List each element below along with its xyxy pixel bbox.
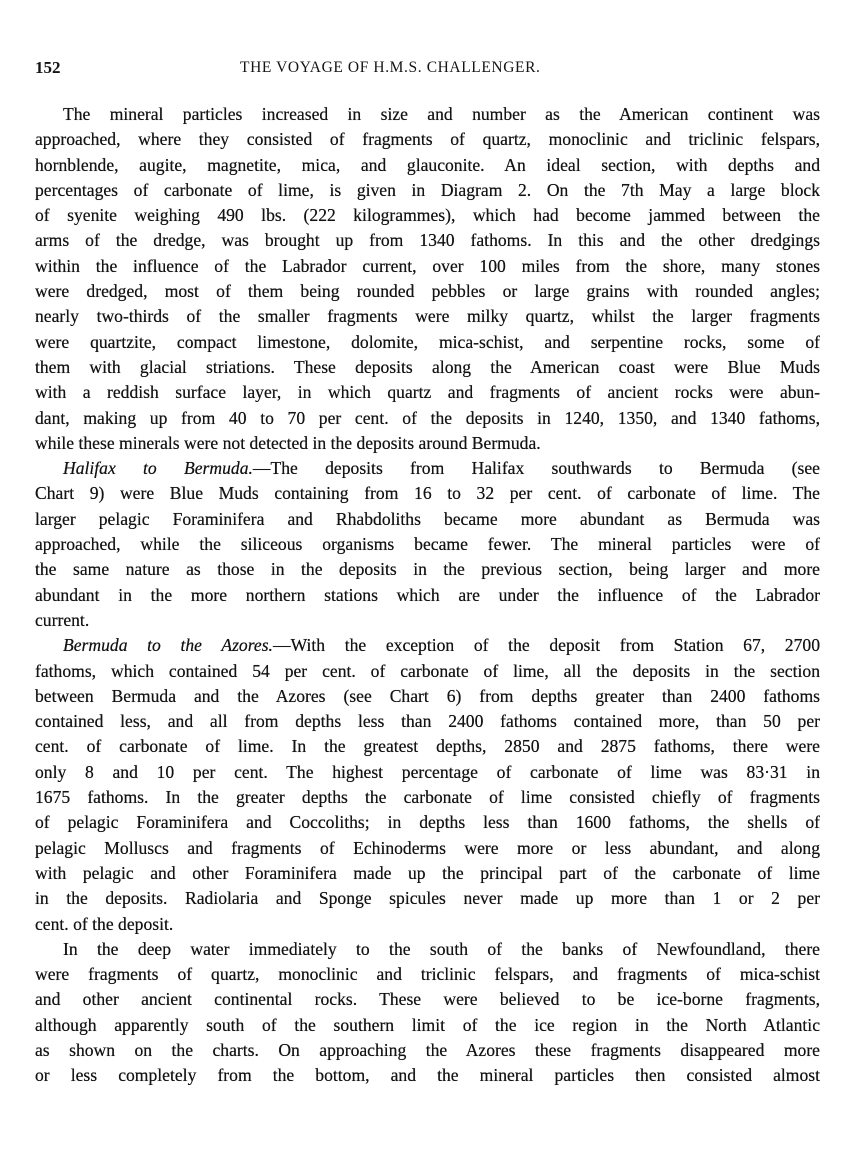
text-line — [35, 557, 820, 582]
paragraph — [35, 102, 820, 456]
text-line — [35, 330, 820, 355]
line-text: the same nature as those in the deposits in the previous section, being larger and more — [35, 559, 820, 580]
line-text: with pelagic and other Foraminifera made up the principal part of the carbonate of lime — [35, 862, 820, 883]
text-line — [35, 659, 820, 684]
line-text: and other ancient continental rocks. These were believed to be ice-borne fragments, — [35, 989, 820, 1010]
text-line — [35, 355, 820, 380]
text-line — [35, 608, 820, 633]
text-line — [35, 962, 820, 987]
line-text: of syenite weighing 490 lbs. (222 kilogrammes), which had become jammed between the — [35, 205, 820, 226]
text-line — [35, 785, 820, 810]
text-line — [35, 532, 820, 557]
text-line — [35, 431, 820, 456]
line-text: while these minerals were not detected in the deposits around Bermuda. — [35, 432, 541, 453]
text-line — [35, 127, 820, 152]
line-text: larger pelagic Foraminifera and Rhabdoliths became more abundant as Bermuda was — [35, 508, 820, 529]
text-line — [35, 583, 820, 608]
paragraph — [35, 937, 820, 1089]
text-line — [35, 861, 820, 886]
section-heading: Bermuda to the Azores. — [63, 635, 273, 656]
text-line — [35, 203, 820, 228]
text-line — [35, 254, 820, 279]
text-line — [35, 406, 820, 431]
line-text: as shown on the charts. On approaching the Azores these fragments disappeared more — [35, 1039, 820, 1060]
text-line — [35, 279, 820, 304]
text-line — [35, 1038, 820, 1063]
text-line — [35, 481, 820, 506]
line-text: 1675 fathoms. In the greater depths the carbonate of lime consisted chiefly of fragments — [35, 787, 820, 808]
line-text: in the deposits. Radiolaria and Sponge spicules never made up more than 1 or 2 per — [35, 888, 820, 909]
text-line — [35, 734, 820, 759]
text-line — [35, 1013, 820, 1038]
line-text: —The deposits from Halifax southwards to Bermuda (see — [252, 458, 820, 479]
line-text: Chart 9) were Blue Muds containing from 16 to 32 per cent. of carbonate of lime. The — [35, 483, 820, 504]
line-text: of pelagic Foraminifera and Coccoliths; in depths less than 1600 fathoms, the shells of — [35, 812, 820, 833]
line-text: with a reddish surface layer, in which quartz and fragments of ancient rocks were abun- — [35, 382, 820, 403]
paragraph — [35, 633, 820, 937]
line-text: only 8 and 10 per cent. The highest percentage of carbonate of lime was 83·31 in — [35, 761, 820, 782]
line-text: The mineral particles increased in size and number as the American continent was — [63, 104, 820, 124]
line-text: approached, while the siliceous organisms became fewer. The mineral particles were of — [35, 534, 820, 555]
line-text: although apparently south of the southern limit of the ice region in the North Atlantic — [35, 1014, 820, 1035]
text-line — [35, 1063, 820, 1088]
text-line — [35, 987, 820, 1012]
line-text: cent. of carbonate of lime. In the greatest depths, 2850 and 2875 fathoms, there were — [35, 736, 820, 757]
text-line — [35, 886, 820, 911]
text-line — [35, 810, 820, 835]
running-title: THE VOYAGE OF H.M.S. CHALLENGER. — [240, 59, 541, 76]
line-text: nearly two-thirds of the smaller fragments were milky quartz, whilst the larger fragments — [35, 306, 820, 327]
text-line — [35, 937, 820, 962]
text-line — [35, 228, 820, 253]
line-text: them with glacial striations. These deposits along the American coast were Blue Muds — [35, 356, 820, 377]
body-text — [35, 102, 820, 1089]
line-text: In the deep water immediately to the south of the banks of Newfoundland, there — [63, 938, 820, 959]
line-text: cent. of the deposit. — [35, 913, 174, 934]
line-text: contained less, and all from depths less than 2400 fathoms contained more, than 50 per — [35, 711, 820, 732]
line-text: hornblende, augite, magnetite, mica, and glauconite. An ideal section, with depths and — [35, 154, 820, 175]
page-number: 152 — [35, 58, 61, 77]
line-text: dant, making up from 40 to 70 per cent. of the deposits in 1240, 1350, and 1340 fathoms, — [35, 407, 820, 428]
text-line — [35, 507, 820, 532]
text-line — [35, 684, 820, 709]
line-text: current. — [35, 609, 90, 630]
running-header — [35, 58, 820, 82]
text-line — [35, 633, 820, 658]
text-line — [35, 836, 820, 861]
text-line — [35, 456, 820, 481]
line-text: pelagic Molluscs and fragments of Echinoderms were more or less abundant, and along — [35, 837, 820, 858]
line-text: or less completely from the bottom, and the mineral particles then consisted almost — [35, 1065, 820, 1086]
line-text: percentages of carbonate of lime, is given in Diagram 2. On the 7th May a large block — [35, 179, 820, 200]
text-line — [35, 153, 820, 178]
line-text: were quartzite, compact limestone, dolomite, mica-schist, and serpentine rocks, some of — [35, 331, 820, 352]
text-line — [35, 102, 820, 127]
text-line — [35, 380, 820, 405]
text-line — [35, 709, 820, 734]
section-heading: Halifax to Bermuda. — [63, 458, 253, 479]
line-text: between Bermuda and the Azores (see Chart 6) from depths greater than 2400 fathoms — [35, 685, 820, 706]
line-text: fathoms, which contained 54 per cent. of carbonate of lime, all the deposits in the section — [35, 660, 820, 681]
line-text: arms of the dredge, was brought up from 1340 fathoms. In this and the other dredgings — [35, 230, 820, 251]
text-line — [35, 760, 820, 785]
text-line — [35, 912, 820, 937]
text-line — [35, 304, 820, 329]
line-text: —With the exception of the deposit from Station 67, 2700 — [272, 635, 820, 656]
line-text: were dredged, most of them being rounded pebbles or large grains with rounded angles; — [35, 281, 820, 302]
line-text: were fragments of quartz, monoclinic and triclinic felspars, and fragments of mica-schist — [35, 964, 820, 985]
paragraph — [35, 456, 820, 633]
text-line — [35, 178, 820, 203]
line-text: within the influence of the Labrador current, over 100 miles from the shore, many stones — [35, 255, 820, 276]
line-text: approached, where they consisted of fragments of quartz, monoclinic and triclinic felspars, — [35, 129, 820, 150]
line-text: abundant in the more northern stations which are under the influence of the Labrador — [35, 584, 820, 605]
